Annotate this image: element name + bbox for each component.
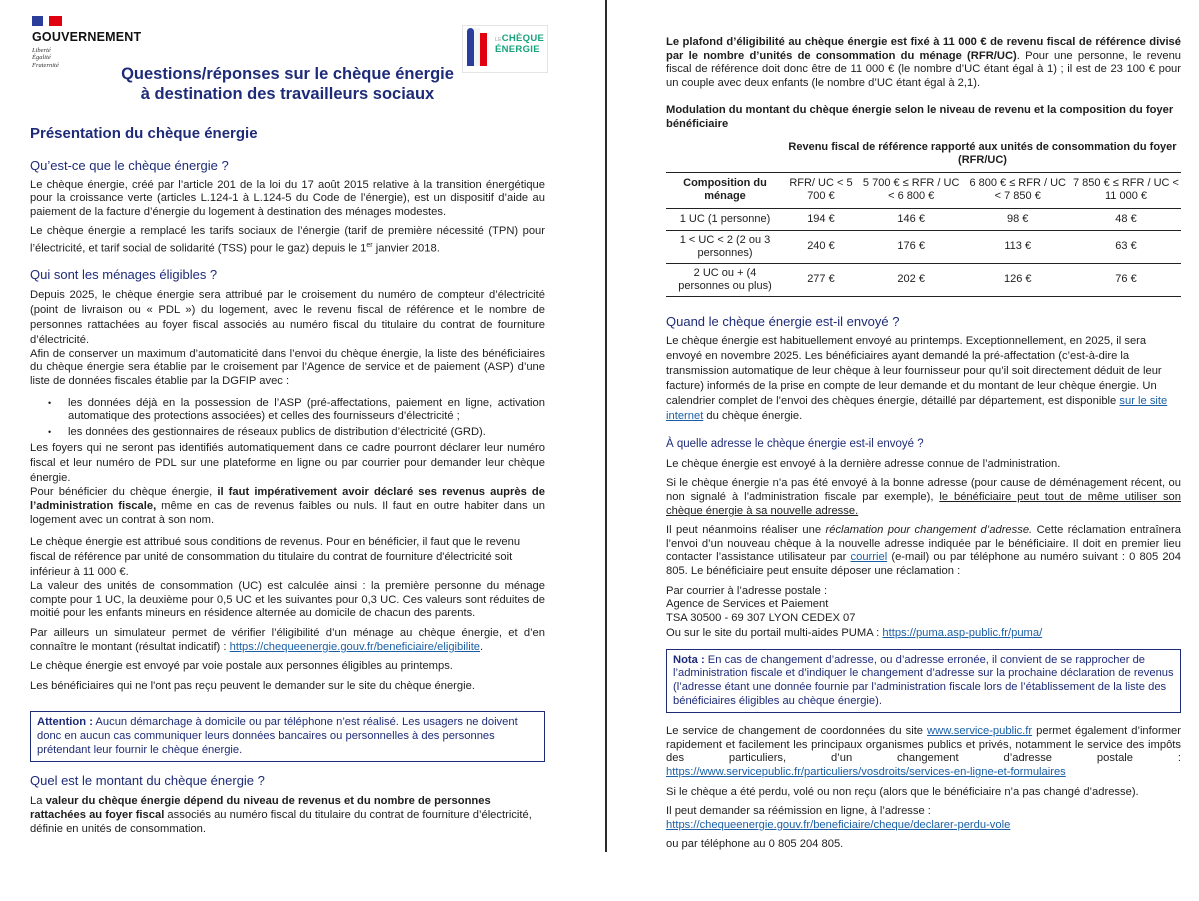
cell: 76 € bbox=[1071, 263, 1181, 296]
section-title: Présentation du chèque énergie bbox=[30, 125, 258, 142]
paragraph: Depuis 2025, le chèque énergie sera attribué par le croisement du numéro de compteur d’électricité (point de livraison ou « PDL ») du logement, avec le revenu fiscal de référence et le nombre de personnes rattachées au foyer fiscal associés au numéro fiscal du titulaire du contrat de fourniture d’électricité. bbox=[30, 288, 545, 346]
cell: 240 € bbox=[784, 230, 858, 263]
paragraph: Il peut demander sa réémission en ligne, à l’adresse : https://chequeenergie.gouv.fr/beneficiaire/cheque/declarer-perdu-vole bbox=[666, 805, 1011, 831]
table-header: 6 800 € ≤ RFR / UC < 7 850 € bbox=[964, 172, 1071, 208]
logo-text bbox=[495, 34, 544, 55]
cell: 176 € bbox=[858, 230, 965, 263]
logo-red-bar-icon bbox=[480, 33, 487, 66]
nota-label: Nota : bbox=[673, 653, 705, 666]
paragraph: Afin de conserver un maximum d’automaticité dans l’envoi du chèque énergie, la liste des bénéficiaires du chèque énergie sera établie par le croisement par l’Agence de service et de paiement (ASP) d’une liste de données fiscales établie par la DGFIP avec : bbox=[30, 347, 545, 388]
logo-line1: CHÈQUE bbox=[501, 33, 545, 44]
table-header: 5 700 € ≤ RFR / UC < 6 800 € bbox=[858, 172, 965, 208]
title-line-1: Questions/réponses sur le chèque énergie bbox=[121, 65, 454, 83]
postal-address: Par courrier à l’adresse postale : Agence de Services et Paiement TSA 30500 - 69 307 LYON CEDEX 07 bbox=[666, 584, 856, 624]
paragraph: Les foyers qui ne seront pas identifiés automatiquement dans ce cadre pourront déclarer leur numéro fiscal et leur numéro de PDL sur une plateforme en ligne ou par courrier pour demander leur chèque énergie. bbox=[30, 442, 545, 485]
paragraph: Il peut néanmoins réaliser une réclamation pour changement d’adresse. Cette réclamation entraînera l’envoi d’un nouveau chèque à la nouvelle adresse indiquée par le bénéficiaire. Il doit en premier lieu contacter l’assistance utilisateur par courriel (e-mail) ou par téléphone au numéro suivant : 0 805 204 805. Le bénéficiaire peut ensuite déposer une réclamation : bbox=[666, 524, 1181, 577]
paragraph: ou par téléphone au 0 805 204 805. bbox=[666, 838, 844, 851]
left-column bbox=[30, 159, 545, 842]
question-eligible: Qui sont les ménages éligibles ? bbox=[30, 267, 218, 283]
row-label: 1 < UC < 2 (2 ou 3 personnes) bbox=[666, 230, 784, 263]
gov-name: GOUVERNEMENT bbox=[32, 30, 142, 44]
paragraph: Ou sur le site du portail multi-aides PUMA : https://puma.asp-public.fr/puma/ bbox=[666, 627, 1043, 640]
right-column bbox=[666, 36, 1181, 858]
logo-prefix: LE bbox=[495, 37, 502, 43]
nota-box bbox=[666, 649, 1181, 713]
cell: 126 € bbox=[964, 263, 1071, 296]
nota-text: En cas de changement d’adresse, ou d’adresse erronée, il convient de se rapprocher de l’administration fiscale et d’indiquer le changement d’adresse sur la prochaine déclaration de revenus (l’adresse étant une donnée fournie par l’administration fiscale lors de l’établissement de la liste des bénéficiaires éligibles au chèque énergie). bbox=[673, 653, 1174, 707]
table-row bbox=[666, 208, 1181, 230]
eligibility-simulator-link[interactable]: https://chequeenergie.gouv.fr/beneficiaire/eligibilite bbox=[229, 640, 481, 653]
table-caption: Modulation du montant du chèque énergie selon le niveau de revenu et la composition du foyer bénéficiaire bbox=[666, 104, 1174, 130]
table-row bbox=[666, 230, 1181, 263]
paragraph: Le chèque énergie, créé par l’article 201 de la loi du 17 août 2015 relative à la transition énergétique pour la croissance verte (articles L.124-1 à L.124-5 du Code de l’énergie), est un dispositif d’aide au paiement de la facture d’énergie du logement à destination des ménages modestes. bbox=[30, 178, 545, 218]
paragraph: Par ailleurs un simulateur permet de vérifier l’éligibilité d’un ménage au chèque énergie, et d’en connaître le montant (résultat indicatif) : https://chequeenergie.gouv.fr/beneficiaire/eligibilite. bbox=[30, 627, 545, 653]
paragraph: Pour bénéficier du chèque énergie, il faut impérativement avoir déclaré ses revenus auprès de l’administration fiscale, même en cas de revenus faibles ou nuls. Il faut en outre habiter dans un logement avec un contrat à son nom. bbox=[30, 486, 546, 526]
french-flag-icon bbox=[32, 16, 62, 26]
table-header-composition: Composition du ménage bbox=[666, 172, 784, 208]
declare-lost-link[interactable]: https://chequeenergie.gouv.fr/beneficiaire/cheque/declarer-perdu-vole bbox=[666, 818, 1011, 831]
paragraph: Le service de changement de coordonnées du site www.service-public.fr permet également d’informer rapidement et facilement les principaux organismes publics et privés, notamment le service des impôts des particuliers, d’un changement d’adresse postale : https://www.servicepublic.fr/particuliers/vosdroits/services-en-ligne-et-formulaires bbox=[666, 725, 1181, 779]
cell: 98 € bbox=[964, 208, 1071, 230]
paragraph: Le chèque énergie est attribué sous conditions de revenus. Pour en bénéficier, il faut que le revenu fiscal de référence par unité de consommation du titulaire du contrat de fourniture d'électricité soit inférieur à 11 000 €. bbox=[30, 536, 521, 579]
list-item: • les données des gestionnaires de réseaux publics de distribution d’électricité (GRD). bbox=[54, 426, 545, 440]
list-item: • les données déjà en la possession de l’ASP (pré-affectations, paiement en ligne, activation automatique des protections associées) et celles des fournisseurs d’électricité ; bbox=[54, 397, 545, 424]
paragraph: Les bénéficiaires qui ne l'ont pas reçu peuvent le demander sur le site du chèque énergie. bbox=[30, 679, 475, 692]
row-label: 1 UC (1 personne) bbox=[666, 208, 784, 230]
paragraph: Si le chèque a été perdu, volé ou non reçu (alors que le bénéficiaire n’a pas changé d’adresse). bbox=[666, 785, 1139, 798]
cell: 277 € bbox=[784, 263, 858, 296]
table-group-header: Revenu fiscal de référence rapporté aux unités de consommation du foyer (RFR/UC) bbox=[788, 140, 1177, 166]
row-label: 2 UC ou + (4 personnes ou plus) bbox=[666, 263, 784, 296]
paragraph: Le chèque énergie a remplacé les tarifs sociaux de l’énergie (tarif de première nécessité (TPN) pour l’électricité, et tarif social de solidarité (TSS) pour le gaz) depuis le 1er janvier 2018. bbox=[30, 225, 545, 255]
courriel-link[interactable]: courriel bbox=[850, 551, 888, 564]
website-link[interactable]: sur le site internet bbox=[666, 395, 1168, 423]
cell: 113 € bbox=[964, 230, 1071, 263]
attention-box bbox=[30, 711, 545, 762]
attention-text: Aucun démarchage à domicile ou par téléphone n’est réalisé. Les usagers ne doivent donc en aucun cas communiquer leurs données bancaires ou personnelles à des personnes prétendant leur fournir le chèque énergie. bbox=[37, 716, 518, 756]
question-what-is: Qu’est-ce que le chèque énergie ? bbox=[30, 158, 229, 173]
question-amount: Quel est le montant du chèque énergie ? bbox=[30, 773, 265, 789]
table-header: 7 850 € ≤ RFR / UC < 11 000 € bbox=[1071, 172, 1181, 208]
modulation-table bbox=[666, 138, 1181, 297]
paragraph: Le plafond d’éligibilité au chèque énergie est fixé à 11 000 € de revenu fiscal de référence divisé par le nombre d’unités de consommation du ménage (RFR/UC). Pour une personne, le revenu fiscal de référence doit donc être de 11 000 € (le nombre d’UC étant égal à 1) ; il est de 23 100 € pour un couple avec deux enfants (le nombre d’UC étant égal à 2,1). bbox=[666, 36, 1182, 89]
service-public-forms-link[interactable]: https://www.servicepublic.fr/particuliers/vosdroits/services-en-ligne-et-formulaires bbox=[666, 766, 1066, 779]
table-header: RFR/ UC < 5 700 € bbox=[784, 172, 858, 208]
document-title bbox=[100, 64, 475, 104]
question-when-sent: Quand le chèque énergie est-il envoyé ? bbox=[666, 313, 900, 329]
cell: 194 € bbox=[784, 208, 858, 230]
paragraph: Le chèque énergie est envoyé à la dernière adresse connue de l’administration. bbox=[666, 457, 1061, 470]
table-row bbox=[666, 263, 1181, 296]
question-address: À quelle adresse le chèque énergie est-il envoyé ? bbox=[666, 438, 924, 451]
cell: 63 € bbox=[1071, 230, 1181, 263]
cell: 146 € bbox=[858, 208, 965, 230]
bullet-list bbox=[54, 397, 545, 440]
attention-label: Attention : bbox=[37, 716, 93, 729]
paragraph: La valeur du chèque énergie dépend du niveau de revenus et du nombre de personnes rattachées au foyer fiscal associés au numéro fiscal du titulaire du contrat de fourniture d’électricité, définie en unités de consommation. bbox=[30, 794, 532, 835]
cell: 202 € bbox=[858, 263, 965, 296]
paragraph: Le chèque énergie est habituellement envoyé au printemps. Exceptionnellement, en 2025, il sera envoyé en novembre 2025. Les bénéficiaires ayant demandé la pré-affectation (c’est-à-dire la transmission automatique de leur chèque à leur fournisseur pour qu’il soit directement déduit de leur facture) informés de la prise en compte de leur demande et du montant de leur chèque énergie. Un calendrier complet de l’envoi des chèques énergie, détaillé par département, est disponible sur le site internet du chèque énergie. bbox=[666, 335, 1168, 423]
puma-link[interactable]: https://puma.asp-public.fr/puma/ bbox=[882, 627, 1043, 640]
service-public-link[interactable]: www.service-public.fr bbox=[927, 725, 1033, 738]
cell: 48 € bbox=[1071, 208, 1181, 230]
logo-line2: ÉNERGIE bbox=[495, 44, 540, 55]
title-line-2: à destination des travailleurs sociaux bbox=[140, 85, 435, 103]
page-divider bbox=[605, 0, 607, 852]
paragraph: Si le chèque énergie n’a pas été envoyé à la bonne adresse (pour cause de déménagement récent, ou non signalé à l’administration fiscale par exemple), le bénéficiaire peut tout de même utiliser son chèque énergie à sa nouvelle adresse. bbox=[666, 477, 1181, 517]
paragraph: Le chèque énergie est envoyé par voie postale aux personnes éligibles au printemps. bbox=[30, 660, 453, 673]
motto: Liberté Égalité Fraternité bbox=[32, 46, 59, 69]
logo-blue-bar-icon bbox=[467, 28, 474, 66]
paragraph: La valeur des unités de consommation (UC) est calculée ainsi : la première personne du ménage compte pour 1 UC, la deuxième pour 0,5 UC et les suivantes pour 0,3 UC. Ces valeurs sont réduites de moitié pour les enfants mineurs en résidence alternée au domicile de chacun des parents. bbox=[30, 580, 545, 620]
government-logo bbox=[32, 16, 141, 69]
